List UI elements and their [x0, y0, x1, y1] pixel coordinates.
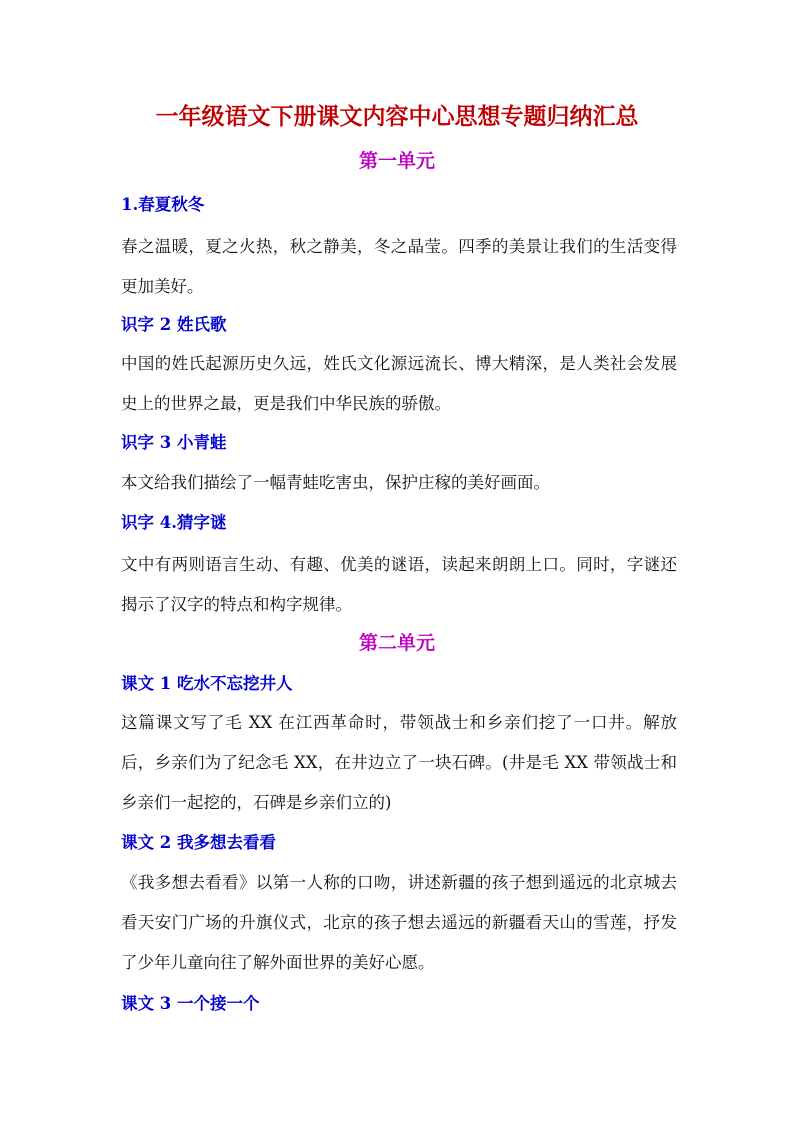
- lesson-body: 《我多想去看看》以第一人称的口吻，讲述新疆的孩子想到遥远的北京城去看天安门广场的升旗仪式，北京的孩子想去遥远的新疆看天山的雪莲，抒发了少年儿童向往了解外面世界的美好心愿。: [121, 873, 677, 972]
- lesson-title: 识字 3 小青蛙: [121, 433, 227, 452]
- lesson-body: 本文给我们描绘了一幅青蛙吃害虫，保护庄稼的美好画面。: [121, 473, 550, 492]
- unit-heading-2: 第二单元: [358, 632, 435, 654]
- unit-heading-1: 第一单元: [358, 150, 435, 172]
- lesson-body: 春之温暖，夏之火热，秋之静美，冬之晶莹。四季的美景让我们的生活变得更加美好。: [121, 237, 677, 296]
- document-title: 一年级语文下册课文内容中心思想专题归纳汇总: [155, 103, 639, 130]
- lesson-body: 文中有两则语言生动、有趣、优美的谜语，读起来朗朗上口。同时，字谜还揭示了汉字的特点和构字规律。: [121, 555, 677, 614]
- lesson-title: 课文 3 一个接一个: [121, 994, 260, 1013]
- lesson-title: 1.春夏秋冬: [121, 195, 205, 214]
- lesson-body: 中国的姓氏起源历史久远，姓氏文化源远流长、博大精深，是人类社会发展史上的世界之最，更是我们中华民族的骄傲。: [121, 354, 677, 413]
- lesson-title: 课文 2 我多想去看看: [121, 833, 276, 852]
- lesson-title: 课文 1 吃水不忘挖井人: [121, 674, 293, 693]
- lesson-title: 识字 2 姓氏歌: [121, 315, 227, 334]
- lesson-title: 识字 4.猜字谜: [121, 513, 227, 532]
- lesson-body: 这篇课文写了毛 XX 在江西革命时，带领战士和乡亲们挖了一口井。解放后，乡亲们为了纪念毛 XX，在井边立了一块石碑。(井是毛 XX 带领战士和乡亲们一起挖的，石碑是乡亲们立的): [121, 713, 677, 812]
